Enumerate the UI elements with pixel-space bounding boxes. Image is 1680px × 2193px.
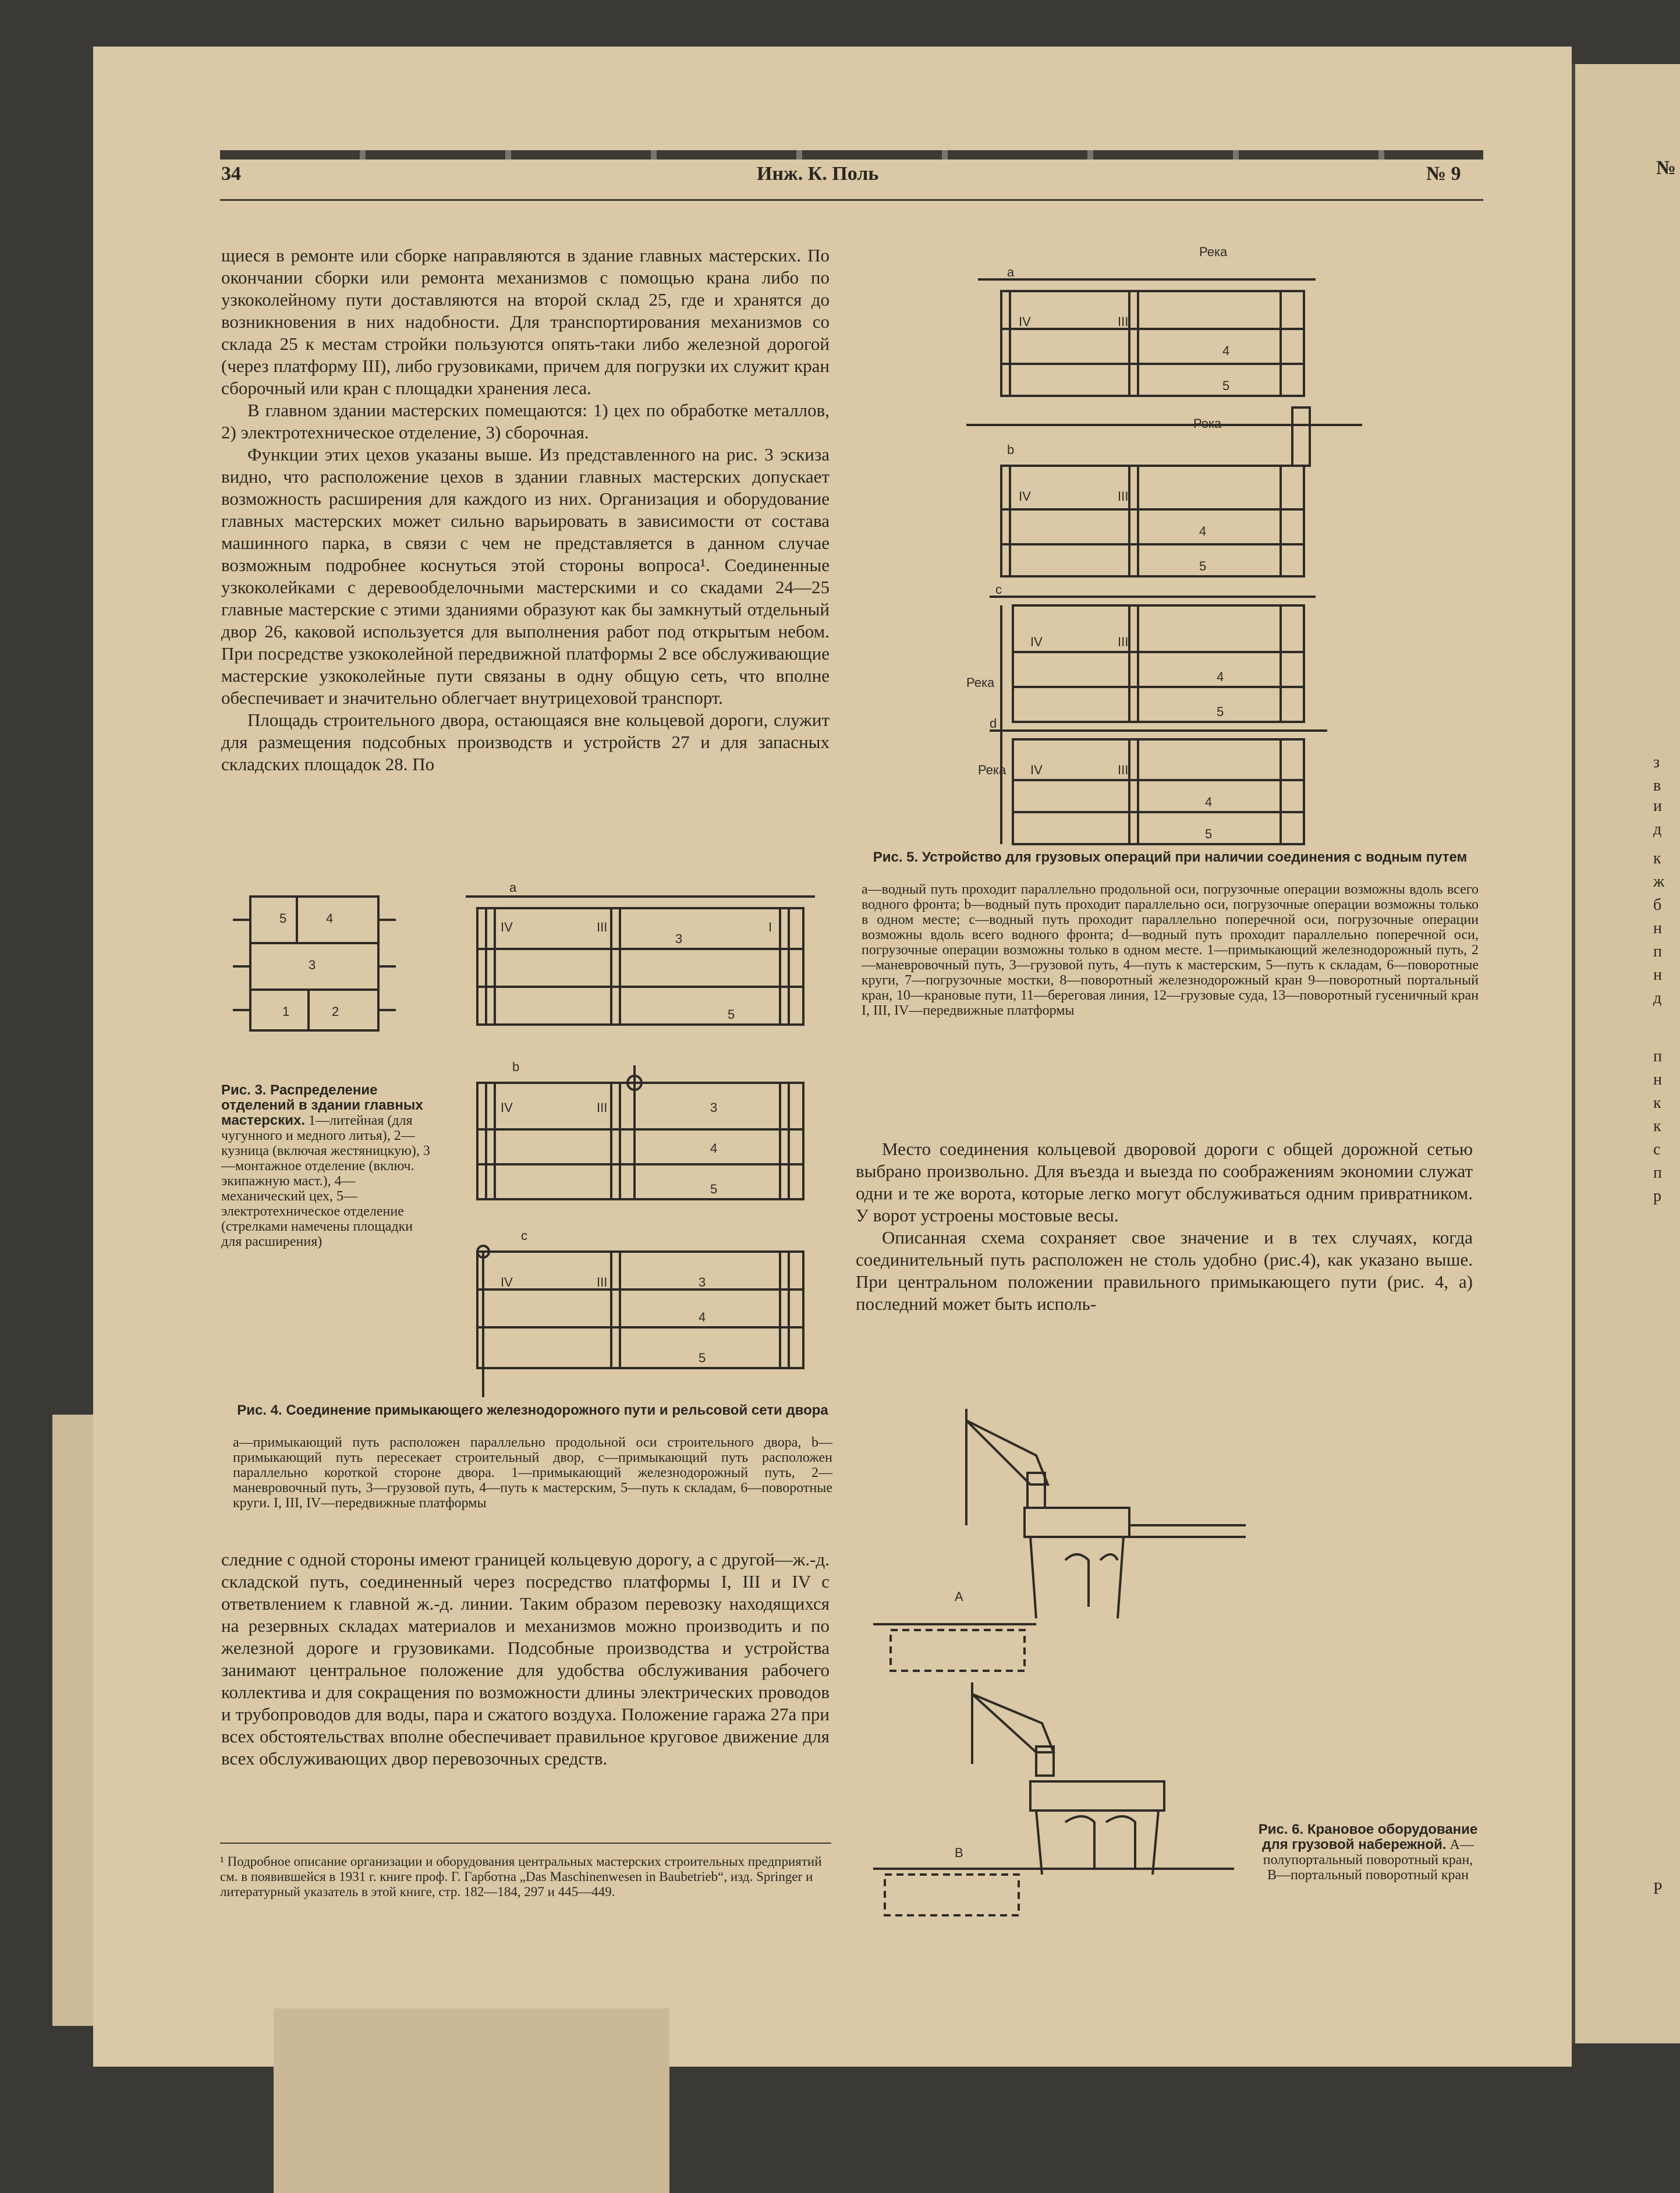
fig6-label: A: [955, 1589, 963, 1604]
svg-text:4: 4: [710, 1141, 718, 1156]
fragment: в: [1653, 777, 1661, 795]
svg-text:1: 1: [282, 1004, 290, 1019]
svg-text:IV: IV: [1019, 314, 1031, 329]
fig5-panel-label: c: [995, 582, 1002, 597]
svg-text:III: III: [597, 1275, 608, 1289]
paragraph: Место соединения кольцевой дворовой дороги с общей дорожной сетью выбрано произвольно. Для въезда и выезда по соображениям экономии служат одни и те же ворота, которые легко могут обслуживаться одним привратником. У ворот устроены мостовые весы.: [856, 1139, 1473, 1225]
svg-text:IV: IV: [1030, 635, 1043, 649]
fragment: д: [1653, 820, 1662, 838]
fragment: к: [1653, 1094, 1661, 1112]
fragment: п: [1653, 1164, 1662, 1182]
river-label: Река: [1193, 416, 1222, 431]
left-column-bottom: [221, 1549, 830, 1770]
fig5-panel-a: [966, 245, 1362, 425]
paragraph: Описанная схема сохраняет свое значение и в тех случаях, когда соединительный путь расположен не столь удобно (рис.4), как указано выше. При центральном положении правильного примыкающего пути (рис. 4, а) последний может быть исполь-: [856, 1227, 1473, 1314]
svg-text:IV: IV: [501, 1100, 513, 1115]
right-column: [856, 1138, 1473, 1315]
header-rule: [220, 150, 1483, 160]
paragraph: щиеся в ремонте или сборке направляются в здание главных мастерских. По окончании сборки или ремонта механизмов с помощью крана либо по узкоколейному пути доставляются на второй склад 25, где и хранятся до возникновения в них надобности. Для транспортирования механизмов со склада 25 к местам стройки пользуются опять-таки либо железной дорогой (через платформу III), либо грузовиками, причем для погрузки их служит кран сборочный или кран с площадки хранения леса.: [221, 245, 830, 398]
page-number: 34: [221, 163, 241, 185]
fig6-crane-b: [873, 1682, 1234, 1915]
fragment: и: [1653, 797, 1662, 815]
fig4-panel-c: [477, 1228, 803, 1397]
fragment: Р: [1653, 1880, 1663, 1898]
svg-text:4: 4: [1222, 343, 1230, 358]
svg-text:III: III: [597, 920, 608, 934]
fig5-diagram: [955, 233, 1374, 841]
fig4-panel-a: [466, 880, 815, 1025]
fig5-panel-c: [966, 582, 1316, 739]
svg-text:5: 5: [279, 911, 287, 926]
svg-text:5: 5: [1199, 559, 1207, 573]
paragraph: В главном здании мастерских помещаются: 1) цех по обработке металлов, 2) электротехническое отделение, 3) сборочная.: [221, 400, 830, 442]
fig4-panel-label: a: [509, 880, 517, 895]
footnote: ¹ Подробное описание организации и оборудования центральных мастерских строительных предприятий см. в появившейся в 1931 г. книге проф. Г. Гарботна „Das Maschinenwesen in Baubetrieb“, изд. Springer и литературный указатель в этой книге, стр. 182—184, 297 и 445—449.: [220, 1854, 822, 1899]
fig4-panel-label: b: [512, 1060, 520, 1074]
fig3-diagram: [233, 891, 396, 1042]
svg-text:3: 3: [699, 1275, 706, 1289]
svg-text:4: 4: [326, 911, 334, 926]
fig6-caption-title: Рис. 6. Крановое оборудование для грузовой набережной.: [1258, 1822, 1478, 1852]
fig5-panel-b: [1001, 408, 1310, 576]
left-column-top: [221, 245, 830, 775]
fragment: д: [1653, 989, 1662, 1007]
header-thin-rule: [220, 199, 1483, 201]
fragment: н: [1653, 919, 1662, 937]
fig4-panel-label: c: [521, 1228, 527, 1243]
issue-number: № 9: [1426, 163, 1461, 185]
fig4-diagram: [466, 880, 827, 1403]
fig3-caption-body: 1—литейная (для чугунного и медного литья), 2—кузница (включая жестяницкую), 3—монтажное отделение (включ. экипажную маст.), 4—механический цех, 5—электротехническое отделение (стрелками намечены площадки для расширения): [221, 1113, 430, 1249]
fig5-caption-body: a—водный путь проходит параллельно продольной оси, погрузочные операции возможны вдоль всего водного фронта; b—водный путь проходит параллельно оси, погрузочные операции возможны только в одном месте; c—водный путь проходит параллельно поперечной оси, погрузочные операции возможны вдоль всего водного фронта; d—водный путь проходит параллельно поперечной оси, погрузочные операции возможны только в одном месте. 1—примыкающий железнодорожный путь, 2—маневровочный путь, 3—грузовой путь, 4—путь к мастерским, 5—путь к складам, 6—поворотные круги, 7—погрузочные мостки, 8—поворотный железнодорожный кран 9—поворотный портальный кран, 10—крановые пути, 11—береговая линия, 12—грузовые суда, 13—поворотный гусеничный кран I, III, IV—передвижные платформы: [862, 882, 1479, 1018]
fragment: п: [1653, 943, 1662, 961]
fragment: к: [1653, 1117, 1661, 1135]
svg-text:5: 5: [1205, 827, 1213, 841]
next-page-issue: №: [1656, 157, 1677, 179]
fig6-diagram: [873, 1409, 1246, 1909]
fragment: н: [1653, 966, 1662, 984]
fig5-panel-label: b: [1007, 442, 1015, 457]
svg-text:3: 3: [710, 1100, 718, 1115]
footnote-rule: [220, 1843, 831, 1844]
fragment: ж: [1653, 873, 1665, 891]
fig4-caption-body: a—примыкающий путь расположен параллельно продольной оси строительного двора, b—примыкающий путь пересекает строительный двор, c—примыкающий путь расположен параллельно короткой стороне двора. 1—примыкающий железнодорожный путь, 2—маневровочный путь, 3—грузовой путь, 4—путь к мастерским, 5—путь к складам, 6—поворотные круги. I, III, IV—передвижные платформы: [233, 1435, 832, 1511]
svg-text:III: III: [1118, 763, 1129, 777]
svg-text:4: 4: [699, 1310, 706, 1324]
svg-text:III: III: [1118, 314, 1129, 329]
fragment: н: [1653, 1071, 1662, 1089]
svg-text:IV: IV: [501, 1275, 513, 1289]
fragment: р: [1653, 1187, 1661, 1205]
fragment: п: [1653, 1047, 1662, 1065]
fig5-panel-label: a: [1007, 265, 1015, 279]
svg-text:5: 5: [728, 1007, 735, 1022]
svg-text:IV: IV: [501, 920, 513, 934]
svg-text:5: 5: [1222, 378, 1230, 393]
paragraph: Функции этих цехов указаны выше. Из представленного на рис. 3 эскиза видно, что расположение цехов в здании главных мастерских допускает возможность расширения для каждого из них. Организация и оборудование главных мастерских может сильно варьировать в зависимости от состава машинного парка, в связи с чем не представляется в данном случае возможным подробнее коснуться этой стороны вопроса¹. Соединенные узкоколейками с деревообделочными мастерскими и со скадами 24—25 главные мастерские с этими зданиями образуют как бы замкнутый отдельный двор 26, каковой используется для выполнения работ под открытым небом. При посредстве узкоколейной передвижной платформы 2 все обслуживающие мастерские узкоколейные пути связаны в одну общую сеть, что вполне обеспечивает и значительно облегчает внутрицеховой транспорт.: [221, 444, 830, 708]
fig5-caption-title: Рис. 5. Устройство для грузовых операций при наличии соединения с водным путем: [873, 849, 1468, 865]
svg-text:3: 3: [675, 931, 683, 946]
fig4-caption-title: Рис. 4. Соединение примыкающего железнодорожного пути и рельсовой сети двора: [237, 1402, 828, 1418]
svg-text:4: 4: [1205, 795, 1213, 809]
fig6-crane-a: [873, 1409, 1246, 1671]
paragraph: следние с одной стороны имеют границей кольцевую дорогу, а с другой—ж.-д. складской путь, соединенный через посредство платформы I, III и IV с ответвлением к главной ж.-д. линии. Таким образом перевозку находящихся на резервных складах материалов и механизмов можно производить и по железной дороге и грузовиками. Подсобные производства и устройства занимают центральное положение для удобства обслуживания рабочего коллектива и для сокращения по возможности длины электрических проводов и трубопроводов для воды, пара и сжатого воздуха. Положение гаража 27а при всех обстоятельствах вполне обеспечивает правильное круговое движение для всех обслуживающих двор перевозочных средств.: [221, 1549, 830, 1769]
svg-text:III: III: [597, 1100, 608, 1115]
fragment: с: [1653, 1140, 1661, 1159]
fig3-caption-title: Рис. 3. Распределение отделений в здании главных мастерских.: [221, 1082, 423, 1128]
paragraph: Площадь строительного двора, остающаяся вне кольцевой дороги, служит для размещения подсобных производств и устройств 27 и для запасных складских площадок 28. По: [221, 710, 830, 774]
fig6-label: B: [955, 1845, 963, 1860]
fig5-panel-label: d: [990, 716, 997, 731]
fig3-caption: [221, 1083, 431, 1249]
fragment: к: [1653, 849, 1661, 867]
river-label: Река: [966, 675, 995, 690]
next-page-edge: [1572, 64, 1680, 2043]
svg-text:III: III: [1118, 489, 1129, 504]
fragment: з: [1653, 753, 1660, 771]
fig6-caption-body: A—полупортальный поворотный кран, B—портальный поворотный кран: [1263, 1837, 1474, 1883]
svg-text:2: 2: [332, 1004, 339, 1019]
river-label: Река: [978, 763, 1006, 777]
fragment: б: [1653, 896, 1662, 914]
fig6-caption: [1257, 1822, 1479, 1883]
svg-text:4: 4: [1199, 524, 1207, 538]
page-bottom-flap: [274, 2008, 669, 2193]
svg-text:IV: IV: [1030, 763, 1043, 777]
fig4-panel-b: [477, 1060, 803, 1199]
svg-text:I: I: [768, 920, 772, 934]
running-title: Инж. К. Поль: [757, 163, 879, 185]
svg-text:5: 5: [699, 1351, 706, 1365]
svg-text:III: III: [1118, 635, 1129, 649]
svg-text:3: 3: [309, 958, 316, 972]
svg-text:IV: IV: [1019, 489, 1031, 504]
svg-text:5: 5: [710, 1182, 718, 1196]
svg-text:4: 4: [1217, 669, 1224, 684]
river-label: Река: [1199, 245, 1228, 259]
svg-text:5: 5: [1217, 704, 1224, 719]
fig5-panel-d: [978, 716, 1327, 844]
